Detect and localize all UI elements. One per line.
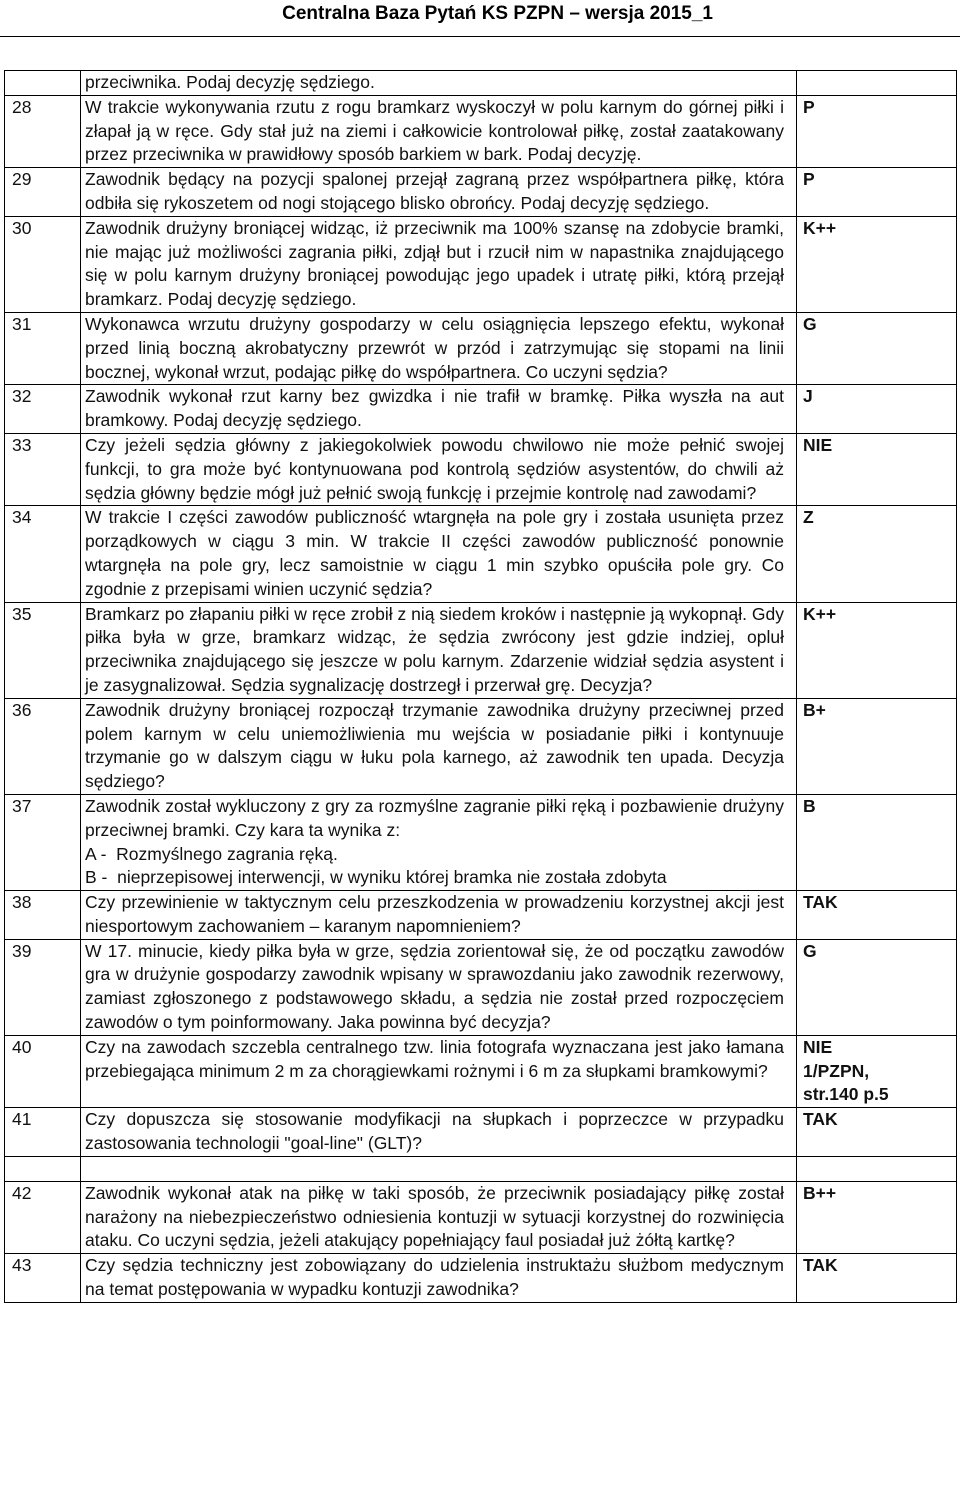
question-number: 41 [5, 1108, 81, 1157]
answer-code: TAK [797, 891, 957, 940]
question-number: 28 [5, 95, 81, 167]
question-number: 29 [5, 168, 81, 217]
question-text: Zawodnik wykonał atak na piłkę w taki sposób, że przeciwnik posiadający piłkę został narażony na niebezpieczeństwo odniesienia kontuzji w sytuacji korzystnej do rozwinięcia ataku. Co uczyni sędzia, jeżeli atakujący popełniający faul posiadał już żółtą kartkę? [81, 1181, 797, 1253]
answer-code: B [797, 794, 957, 890]
answer-reference: 1/PZPN, [803, 1060, 870, 1081]
question-number: 33 [5, 433, 81, 505]
table-row-spacer [5, 1156, 957, 1181]
answer-code: P [797, 95, 957, 167]
table-row [5, 698, 957, 794]
question-text: przeciwnika. Podaj decyzję sędziego. [81, 71, 797, 96]
question-text: Czy na zawodach szczebla centralnego tzw. linia fotografa wyznaczana jest jako łamana przebiegająca minimum 2 m za chorągiewkami rożnymi i 6 m za słupkami bramkowymi? [81, 1035, 797, 1107]
question-text: Czy dopuszcza się stosowanie modyfikacji na słupkach i poprzeczce w przypadku zastosowania technologii "goal-line" (GLT)? [81, 1108, 797, 1157]
question-text: Zawodnik będący na pozycji spalonej przejął zagraną przez współpartnera piłkę, która odbiła się rykoszetem od nogi stojącego blisko obrońcy. Podaj decyzję sędziego. [81, 168, 797, 217]
answer-line: NIE [803, 1036, 833, 1057]
answer-code: TAK [797, 1108, 957, 1157]
question-text: Czy przewinienie w taktycznym celu przeszkodzenia w prowadzeniu korzystnej akcji jest niesportowym zachowaniem – karanym napomnieniem? [81, 891, 797, 940]
page-header [0, 0, 960, 36]
table-row [5, 891, 957, 940]
table-row [5, 1108, 957, 1157]
question-text: Wykonawca wrzutu drużyny gospodarzy w celu osiągnięcia lepszego efektu, wykonał przed linią boczną akrobatyczny przewrót w przód i zatrzymując się stopami na linii bocznej, wykonał wrzut, podając piłkę do współpartnera. Co uczyni sędzia? [81, 312, 797, 384]
answer-code: B++ [797, 1181, 957, 1253]
answer-code: K++ [797, 602, 957, 698]
question-number: 38 [5, 891, 81, 940]
question-text: Czy sędzia techniczny jest zobowiązany do udzielenia instruktażu służbom medycznym na temat postępowania w wypadku kontuzji zawodnika? [81, 1254, 797, 1303]
question-number: 42 [5, 1181, 81, 1253]
question-number: 39 [5, 939, 81, 1035]
question-text [81, 794, 797, 890]
document-title: Centralna Baza Pytań KS PZPN – wersja 2015_1 [282, 3, 713, 24]
table-row [5, 312, 957, 384]
table-row [5, 385, 957, 434]
table-row [5, 95, 957, 167]
answer-code [797, 1035, 957, 1107]
answer-reference-page: str.140 p.5 [803, 1084, 889, 1105]
question-number: 36 [5, 698, 81, 794]
question-number: 43 [5, 1254, 81, 1303]
question-number: 35 [5, 602, 81, 698]
question-text: Bramkarz po złapaniu piłki w ręce zrobił z nią siedem kroków i następnie ją wykopnął. Gdy piłka była w grze, bramkarz widząc, że sędzia zwrócony jest gdzie indziej, opluł przeciwnika znajdującego się jeszcze w polu karnym. Zdarzenie widział sędzia asystent i je zasygnalizował. Sędzia sygnalizację dostrzegł i przerwał grę. Decyzja? [81, 602, 797, 698]
question-option-a: A - Rozmyślnego zagrania ręką. [85, 843, 338, 864]
answer-code: J [797, 385, 957, 434]
table-row [5, 794, 957, 890]
questions-table [4, 70, 957, 1303]
table-row [5, 71, 957, 96]
question-number: 37 [5, 794, 81, 890]
question-number: 34 [5, 506, 81, 602]
table-row [5, 1035, 957, 1107]
question-text: Zawodnik drużyny broniącej rozpoczął trzymanie zawodnika drużyny przeciwnej przed polem karnym w celu uniemożliwienia mu wejścia w posiadanie piłki i kontynuuje trzymanie go w dalszym ciągu w łuku pola karnego, aż zawodnik ten upada. Decyzja sędziego? [81, 698, 797, 794]
question-text: Zawodnik drużyny broniącej widząc, iż przeciwnik ma 100% szansę na zdobycie bramki, nie mając już możliwości zagrania piłki, zdjął but i rzucił nim w napastnika znajdującego się w polu karnym drużyny broniącej powodując jego upadek i utratę piłki, którą przejął bramkarz. Podaj decyzję sędziego. [81, 216, 797, 312]
question-line: Zawodnik został wykluczony z gry za rozmyślne zagranie piłki ręką i pozbawienie drużyny przeciwnej bramki. Czy kara ta wynika z: [85, 795, 784, 840]
question-option-b: B - nieprzepisowej interwencji, w wyniku której bramka nie została zdobyta [85, 867, 667, 888]
question-text: Czy jeżeli sędzia główny z jakiegokolwiek powodu chwilowo nie może pełnić swojej funkcji, to gra może być kontynuowana pod kontrolą sędziów asystentów, do chwili aż sędzia główny będzie mógł już pełnić swoją funkcję i przejmie kontrolę nad zawodami? [81, 433, 797, 505]
answer-code: NIE [797, 433, 957, 505]
table-row [5, 1181, 957, 1253]
question-text: W 17. minucie, kiedy piłka była w grze, sędzia zorientował się, że od początku zawodów gra w drużynie gospodarzy zawodnik wpisany w sprawozdaniu jako zawodnik rezerwowy, zamiast zgłoszonego z podstawowego składu, a sędzia nie został przed rozpoczęciem zawodów o tym poinformowany. Jaka powinna być decyzja? [81, 939, 797, 1035]
table-row [5, 433, 957, 505]
table-row [5, 168, 957, 217]
answer-code: P [797, 168, 957, 217]
table-row [5, 1254, 957, 1303]
answer-code: K++ [797, 216, 957, 312]
answer-code: G [797, 312, 957, 384]
question-number: 40 [5, 1035, 81, 1107]
answer-code: TAK [797, 1254, 957, 1303]
question-text: Zawodnik wykonał rzut karny bez gwizdka i nie trafił w bramkę. Piłka wyszła na aut bramkowy. Podaj decyzję sędziego. [81, 385, 797, 434]
header-divider [0, 36, 960, 37]
table-row [5, 602, 957, 698]
question-text: W trakcie I części zawodów publiczność wtargnęła na pole gry i została usunięta przez porządkowych w ciągu 3 min. W trakcie II części zawodów publiczność ponownie wtargnęła na pole gry, lecz samoistnie w ciągu 1 min szybko opuściła pole gry. Co zgodnie z przepisami winien uczynić sędzia? [81, 506, 797, 602]
question-number: 32 [5, 385, 81, 434]
answer-code: G [797, 939, 957, 1035]
table-row [5, 216, 957, 312]
question-number: 30 [5, 216, 81, 312]
answer-code: B+ [797, 698, 957, 794]
question-text: W trakcie wykonywania rzutu z rogu bramkarz wyskoczył w polu karnym do górnej piłki i złapał ją w ręce. Gdy stał już na ziemi i całkowicie kontrolował piłkę, został zaatakowany przez przeciwnika w prawidłowy sposób barkiem w bark. Podaj decyzję. [81, 95, 797, 167]
question-number: 31 [5, 312, 81, 384]
table-row [5, 506, 957, 602]
answer-code: Z [797, 506, 957, 602]
table-row [5, 939, 957, 1035]
question-number [5, 71, 81, 96]
answer-code [797, 71, 957, 96]
